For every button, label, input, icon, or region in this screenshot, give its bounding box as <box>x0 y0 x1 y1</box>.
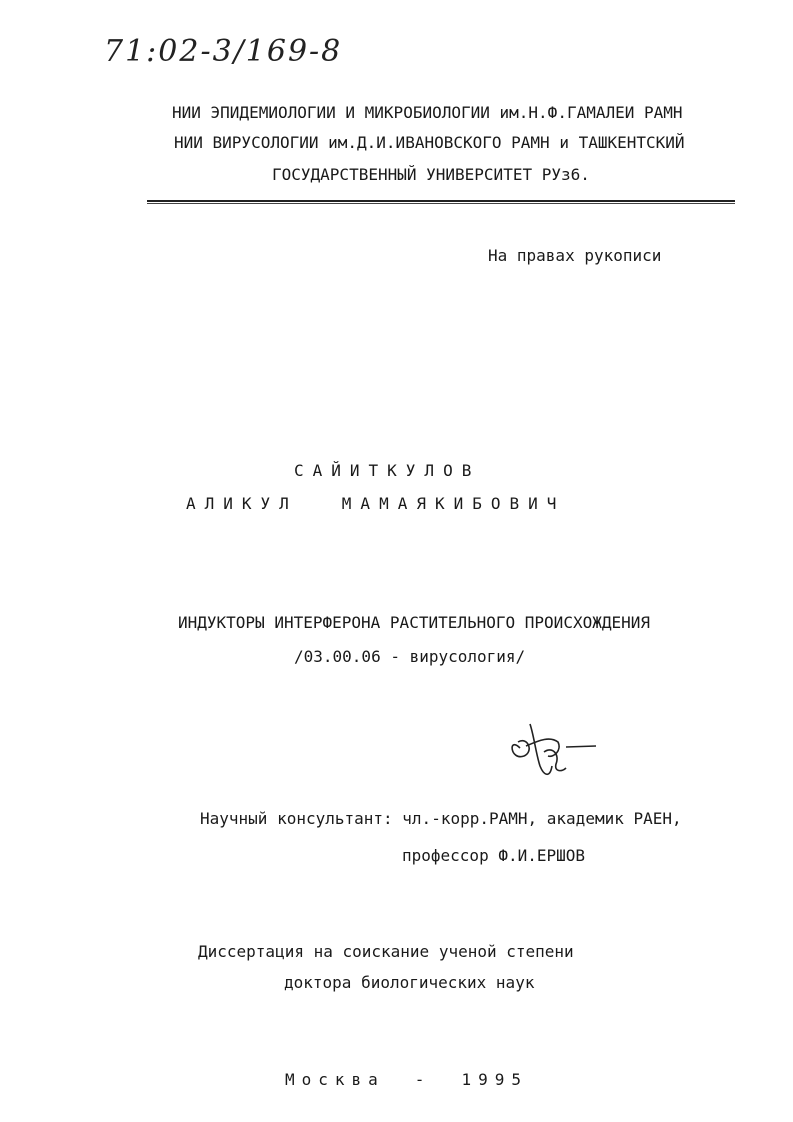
institution-line-3: ГОСУДАРСТВЕННЫЙ УНИВЕРСИТЕТ РУз6. <box>272 165 590 184</box>
scientific-consultant-line: Научный консультант: чл.-корр.РАМН, академик РАЕН, <box>200 809 682 828</box>
thesis-specialty: /03.00.06 - вирусология/ <box>294 647 526 666</box>
city-name: Москва <box>285 1070 385 1089</box>
author-patronymic: МАМАЯКИБОВИЧ <box>341 494 566 513</box>
degree-line-2: доктора биологических наук <box>284 973 535 992</box>
degree-line-1: Диссертация на соискание ученой степени <box>198 942 574 961</box>
author-given-names <box>186 494 565 513</box>
institution-line-2: НИИ ВИРУСОЛОГИИ им.Д.И.ИВАНОВСКОГО РАМН и ТАШКЕНТСКИЙ <box>174 133 685 152</box>
consultant-name-line: профессор Ф.И.ЕРШОВ <box>402 846 586 865</box>
thesis-title: ИНДУКТОРЫ ИНТЕРФЕРОНА РАСТИТЕЛЬНОГО ПРОИСХОЖДЕНИЯ <box>178 613 651 632</box>
header-divider <box>147 200 735 204</box>
handwritten-catalog-code: 71:02-3/169-8 <box>104 34 343 69</box>
place-year-separator: - <box>414 1070 432 1089</box>
manuscript-rights-note: На правах рукописи <box>488 246 662 265</box>
year: 1995 <box>461 1070 528 1089</box>
place-and-year <box>285 1070 528 1089</box>
author-first-name: АЛИКУЛ <box>186 494 298 513</box>
author-surname: САЙИТКУЛОВ <box>294 461 481 480</box>
signature-mark <box>500 706 600 786</box>
institution-line-1: НИИ ЭПИДЕМИОЛОГИИ И МИКРОБИОЛОГИИ им.Н.Ф.ГАМАЛЕИ РАМН <box>172 103 683 122</box>
